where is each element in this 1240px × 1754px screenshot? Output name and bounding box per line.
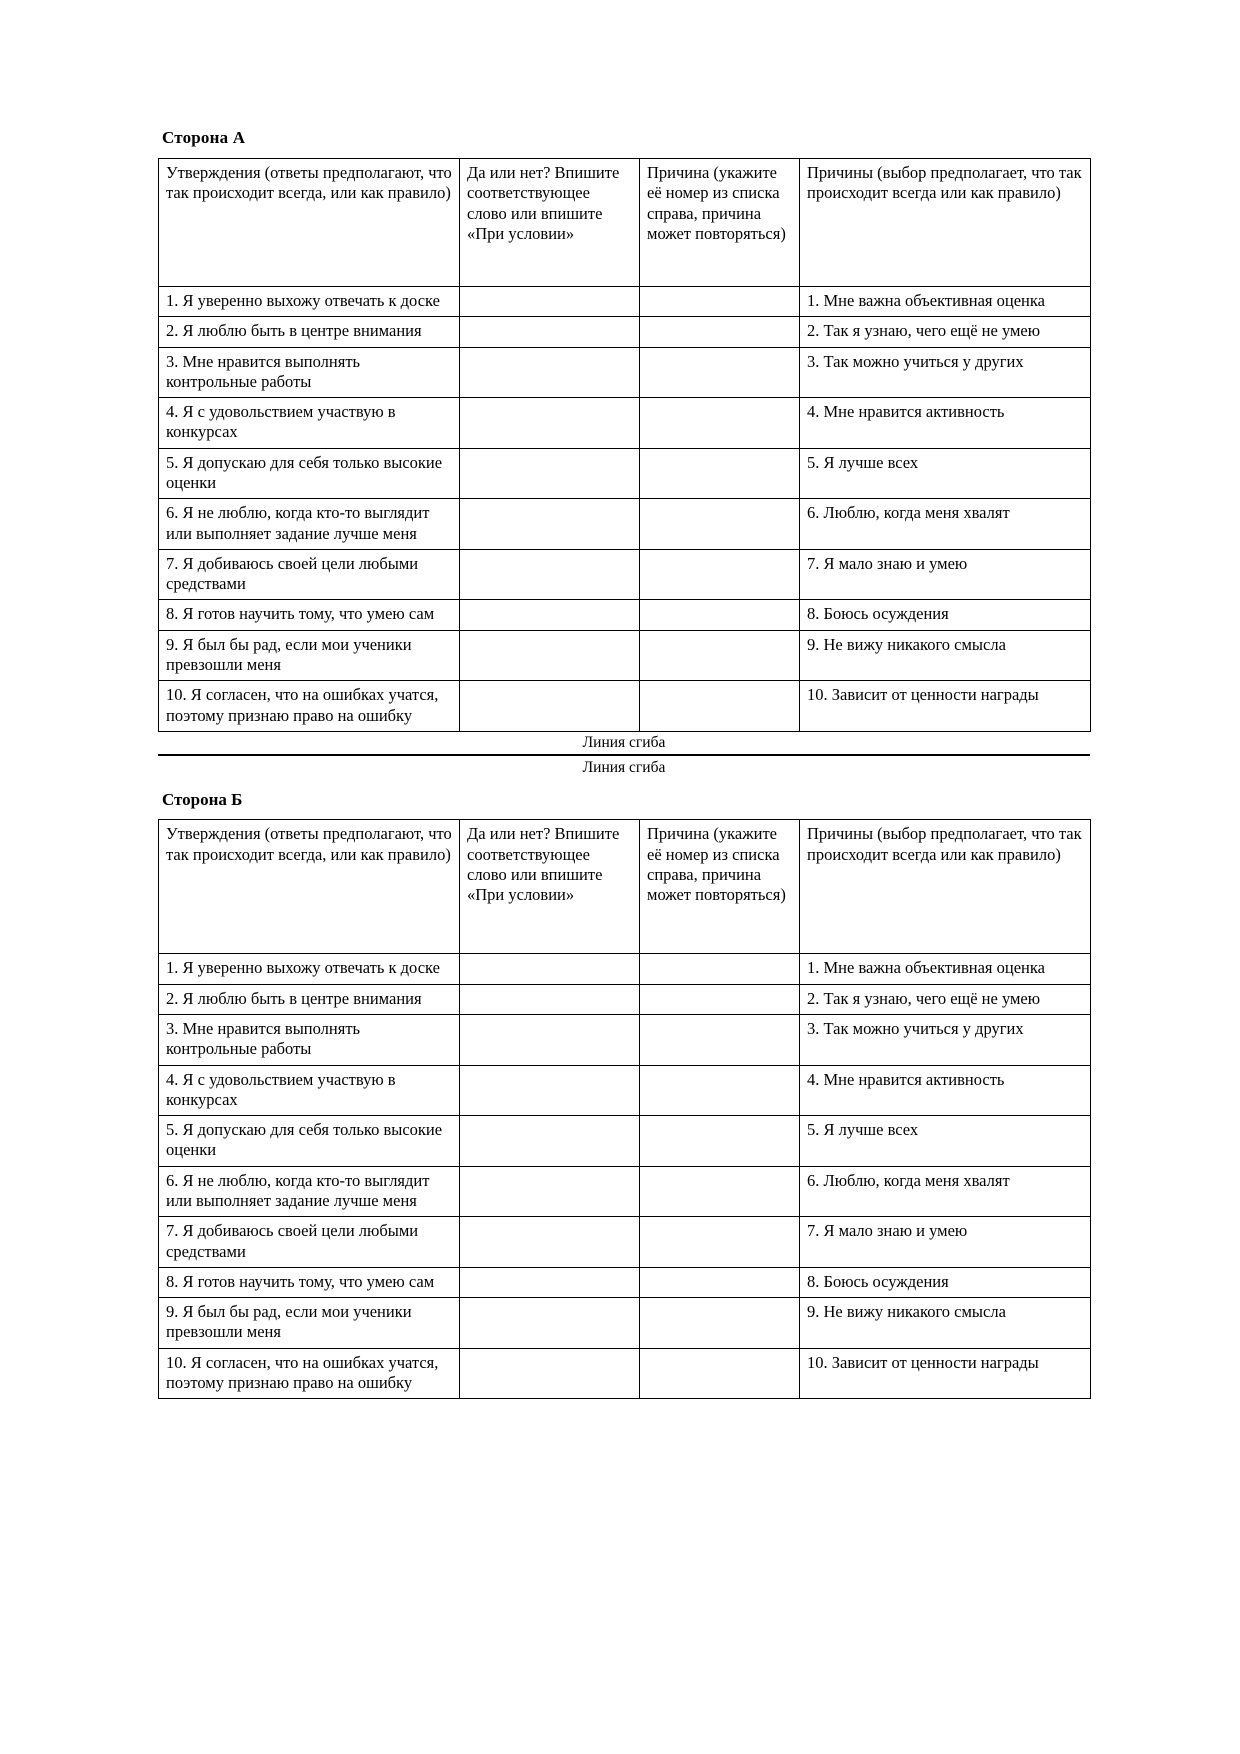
table-header-row <box>159 159 1091 287</box>
statement-cell: 4. Я с удовольствием участвую в конкурсах <box>159 398 460 449</box>
reason-number-cell[interactable] <box>640 499 800 550</box>
table-row <box>159 549 1091 600</box>
answer-cell[interactable] <box>460 1298 640 1349</box>
table-row <box>159 398 1091 449</box>
table-row <box>159 600 1091 630</box>
questionnaire-table-side-b <box>158 819 1091 1399</box>
table-row <box>159 499 1091 550</box>
reason-number-cell[interactable] <box>640 1267 800 1297</box>
reason-cell: 2. Так я узнаю, чего ещё не умею <box>800 317 1091 347</box>
reason-cell: 2. Так я узнаю, чего ещё не умею <box>800 984 1091 1014</box>
statement-cell: 8. Я готов научить тому, что умею сам <box>159 1267 460 1297</box>
answer-cell[interactable] <box>460 954 640 984</box>
reason-number-cell[interactable] <box>640 398 800 449</box>
header-statements: Утверждения (ответы предполагают, что так происходит всегда, или как правило) <box>159 820 460 954</box>
reason-cell: 8. Боюсь осуждения <box>800 1267 1091 1297</box>
header-yes-no: Да или нет? Впишите соответствующее слово или впишите «При условии» <box>460 159 640 287</box>
header-reason: Причина (укажите её номер из списка справа, причина может повторяться) <box>640 159 800 287</box>
statement-cell: 7. Я добиваюсь своей цели любыми средствами <box>159 1217 460 1268</box>
reason-cell: 7. Я мало знаю и умею <box>800 549 1091 600</box>
reason-cell: 5. Я лучше всех <box>800 1116 1091 1167</box>
table-row <box>159 1267 1091 1297</box>
statement-cell: 4. Я с удовольствием участвую в конкурсах <box>159 1065 460 1116</box>
answer-cell[interactable] <box>460 287 640 317</box>
statement-cell: 6. Я не люблю, когда кто-то выглядит или выполняет задание лучше меня <box>159 499 460 550</box>
reason-number-cell[interactable] <box>640 1348 800 1399</box>
reason-number-cell[interactable] <box>640 600 800 630</box>
reason-cell: 1. Мне важна объективная оценка <box>800 954 1091 984</box>
header-reasons-list: Причины (выбор предполагает, что так происходит всегда или как правило) <box>800 820 1091 954</box>
table-row <box>159 1014 1091 1065</box>
reason-number-cell[interactable] <box>640 317 800 347</box>
fold-line-rule <box>158 754 1090 756</box>
statement-cell: 10. Я согласен, что на ошибках учатся, поэтому признаю право на ошибку <box>159 1348 460 1399</box>
reason-number-cell[interactable] <box>640 1014 800 1065</box>
reason-cell: 3. Так можно учиться у других <box>800 1014 1091 1065</box>
statement-cell: 1. Я уверенно выхожу отвечать к доске <box>159 287 460 317</box>
reason-number-cell[interactable] <box>640 347 800 398</box>
statement-cell: 9. Я был бы рад, если мои ученики превзошли меня <box>159 630 460 681</box>
table-row <box>159 317 1091 347</box>
answer-cell[interactable] <box>460 1267 640 1297</box>
fold-line-label-bottom: Линия сгиба <box>582 758 666 776</box>
reason-number-cell[interactable] <box>640 1166 800 1217</box>
answer-cell[interactable] <box>460 317 640 347</box>
answer-cell[interactable] <box>460 1065 640 1116</box>
table-row <box>159 681 1091 732</box>
reason-cell: 9. Не вижу никакого смысла <box>800 1298 1091 1349</box>
statement-cell: 9. Я был бы рад, если мои ученики превзошли меня <box>159 1298 460 1349</box>
table-row <box>159 1065 1091 1116</box>
reason-number-cell[interactable] <box>640 681 800 732</box>
reason-cell: 4. Мне нравится активность <box>800 1065 1091 1116</box>
reason-cell: 4. Мне нравится активность <box>800 398 1091 449</box>
answer-cell[interactable] <box>460 347 640 398</box>
reason-number-cell[interactable] <box>640 1065 800 1116</box>
answer-cell[interactable] <box>460 1217 640 1268</box>
reason-cell: 5. Я лучше всех <box>800 448 1091 499</box>
statement-cell: 10. Я согласен, что на ошибках учатся, поэтому признаю право на ошибку <box>159 681 460 732</box>
answer-cell[interactable] <box>460 1014 640 1065</box>
answer-cell[interactable] <box>460 1116 640 1167</box>
reason-number-cell[interactable] <box>640 448 800 499</box>
statement-cell: 2. Я люблю быть в центре внимания <box>159 984 460 1014</box>
statement-cell: 1. Я уверенно выхожу отвечать к доске <box>159 954 460 984</box>
answer-cell[interactable] <box>460 398 640 449</box>
header-reason: Причина (укажите её номер из списка справа, причина может повторяться) <box>640 820 800 954</box>
answer-cell[interactable] <box>460 681 640 732</box>
statement-cell: 8. Я готов научить тому, что умею сам <box>159 600 460 630</box>
reason-cell: 7. Я мало знаю и умею <box>800 1217 1091 1268</box>
answer-cell[interactable] <box>460 1166 640 1217</box>
table-row <box>159 287 1091 317</box>
statement-cell: 6. Я не люблю, когда кто-то выглядит или выполняет задание лучше меня <box>159 1166 460 1217</box>
table-row <box>159 347 1091 398</box>
answer-cell[interactable] <box>460 549 640 600</box>
reason-number-cell[interactable] <box>640 630 800 681</box>
answer-cell[interactable] <box>460 499 640 550</box>
statement-cell: 7. Я добиваюсь своей цели любыми средствами <box>159 549 460 600</box>
reason-number-cell[interactable] <box>640 1217 800 1268</box>
statement-cell: 5. Я допускаю для себя только высокие оценки <box>159 1116 460 1167</box>
reason-number-cell[interactable] <box>640 1116 800 1167</box>
table-header-row <box>159 820 1091 954</box>
table-row <box>159 1116 1091 1167</box>
reason-number-cell[interactable] <box>640 1298 800 1349</box>
table-row <box>159 630 1091 681</box>
statement-cell: 3. Мне нравится выполнять контрольные работы <box>159 347 460 398</box>
reason-cell: 10. Зависит от ценности награды <box>800 1348 1091 1399</box>
table-row <box>159 1298 1091 1349</box>
statement-cell: 2. Я люблю быть в центре внимания <box>159 317 460 347</box>
reason-cell: 10. Зависит от ценности награды <box>800 681 1091 732</box>
table-row <box>159 1348 1091 1399</box>
side-b-title: Сторона Б <box>162 790 243 810</box>
table-row <box>159 448 1091 499</box>
questionnaire-table-side-a <box>158 158 1091 732</box>
reason-number-cell[interactable] <box>640 984 800 1014</box>
answer-cell[interactable] <box>460 630 640 681</box>
fold-line-section <box>158 734 1090 777</box>
header-reasons-list: Причины (выбор предполагает, что так происходит всегда или как правило) <box>800 159 1091 287</box>
reason-number-cell[interactable] <box>640 954 800 984</box>
answer-cell[interactable] <box>460 600 640 630</box>
reason-cell: 9. Не вижу никакого смысла <box>800 630 1091 681</box>
reason-cell: 8. Боюсь осуждения <box>800 600 1091 630</box>
table-row <box>159 954 1091 984</box>
table-row <box>159 1217 1091 1268</box>
reason-number-cell[interactable] <box>640 287 800 317</box>
header-yes-no: Да или нет? Впишите соответствующее слово или впишите «При условии» <box>460 820 640 954</box>
reason-cell: 6. Люблю, когда меня хвалят <box>800 1166 1091 1217</box>
header-statements: Утверждения (ответы предполагают, что так происходит всегда, или как правило) <box>159 159 460 287</box>
answer-cell[interactable] <box>460 984 640 1014</box>
table-row <box>159 984 1091 1014</box>
side-a-title: Сторона А <box>162 128 246 147</box>
reason-cell: 1. Мне важна объективная оценка <box>800 287 1091 317</box>
fold-line-label-top: Линия сгиба <box>582 733 666 751</box>
answer-cell[interactable] <box>460 448 640 499</box>
answer-cell[interactable] <box>460 1348 640 1399</box>
statement-cell: 5. Я допускаю для себя только высокие оценки <box>159 448 460 499</box>
table-row <box>159 1166 1091 1217</box>
reason-number-cell[interactable] <box>640 549 800 600</box>
statement-cell: 3. Мне нравится выполнять контрольные работы <box>159 1014 460 1065</box>
reason-cell: 3. Так можно учиться у других <box>800 347 1091 398</box>
reason-cell: 6. Люблю, когда меня хвалят <box>800 499 1091 550</box>
